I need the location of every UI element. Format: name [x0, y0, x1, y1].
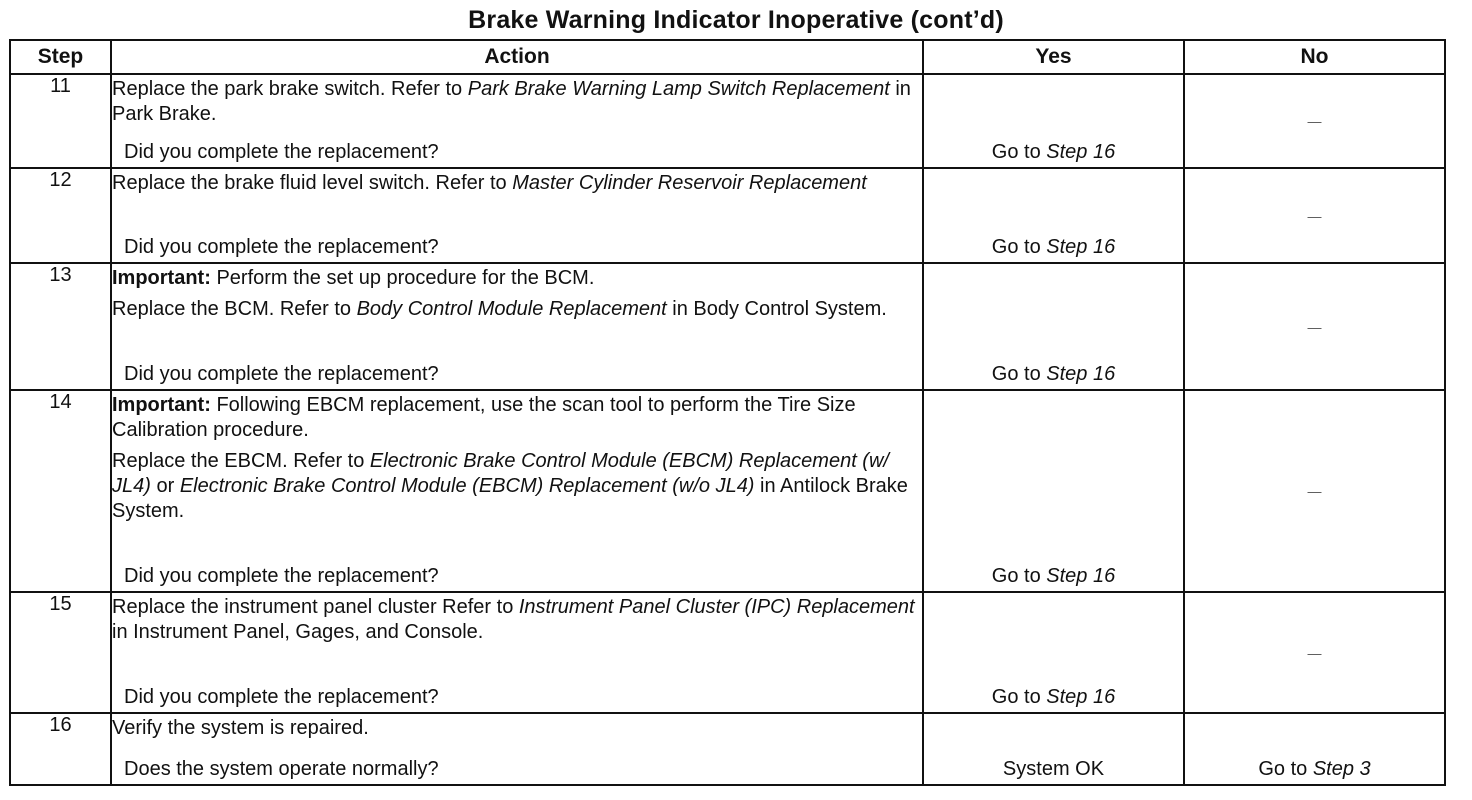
no-cell: [1184, 713, 1445, 785]
table-row: [10, 263, 1445, 390]
no-result-dash: —: [1307, 483, 1322, 499]
action-text-run: Park Brake Warning Lamp Switch Replacement: [467, 78, 890, 100]
no-cell: [1184, 168, 1445, 263]
step-number: 14: [10, 390, 111, 592]
action-paragraph: [112, 449, 922, 524]
yes-result: [924, 362, 1183, 386]
action-text-run: Replace the park brake switch. Refer to: [112, 78, 468, 100]
step-number: 15: [10, 592, 111, 713]
action-paragraph: [112, 297, 922, 322]
action-paragraph: [112, 716, 922, 741]
action-text-run: Replace the EBCM. Refer to: [112, 450, 370, 472]
yes-result: [924, 235, 1183, 259]
action-text-run: Following EBCM replacement, use the scan tool to perform the Tire Size Calibration procedure.: [112, 394, 856, 441]
step-number: 16: [10, 713, 111, 785]
table-row: [10, 713, 1445, 785]
yes-text-run: Step 16: [1046, 565, 1116, 587]
action-text-run: Master Cylinder Reservoir Replacement: [512, 172, 867, 194]
table-header-row: [10, 40, 1445, 74]
no-cell: [1184, 74, 1445, 168]
action-text-run: Electronic Brake Control Module (EBCM) Replacement (w/ JL4): [112, 450, 889, 497]
action-text-run: Body Control Module Replacement: [356, 298, 667, 320]
action-text-run: Important:: [112, 394, 211, 416]
step-number: 12: [10, 168, 111, 263]
no-cell: [1184, 390, 1445, 592]
no-result-dash: —: [1307, 207, 1322, 224]
table-row: [10, 592, 1445, 713]
action-cell: [111, 168, 923, 263]
table-row: [10, 390, 1445, 592]
action-text-run: in Park Brake.: [112, 78, 911, 125]
no-cell: [1184, 263, 1445, 390]
action-text-run: or: [150, 475, 180, 497]
yes-cell: [923, 263, 1184, 390]
action-text-run: in Antilock Brake System.: [112, 475, 908, 522]
yes-text-run: Go to: [991, 236, 1047, 258]
no-result-dash: —: [1307, 318, 1322, 335]
page-title: Brake Warning Indicator Inoperative (cont’d): [468, 6, 1004, 34]
yes-text-run: Go to: [991, 565, 1047, 587]
action-text-run: Instrument Panel Cluster (IPC) Replacement: [518, 596, 915, 618]
no-text-run: Go to: [1258, 758, 1313, 780]
action-cell: [111, 713, 923, 785]
header-step: Step: [10, 40, 111, 74]
action-text-run: Replace the BCM. Refer to: [112, 298, 357, 320]
yes-cell: [923, 74, 1184, 168]
yes-cell: [923, 168, 1184, 263]
table-row: [10, 74, 1445, 168]
action-text-run: Replace the brake fluid level switch. Refer to: [112, 172, 513, 194]
yes-text-run: Go to: [991, 141, 1047, 163]
yes-cell: [923, 592, 1184, 713]
yes-text-run: Step 16: [1046, 363, 1116, 385]
action-paragraph: [112, 393, 922, 443]
yes-text-run: Step 16: [1046, 141, 1116, 163]
action-text-run: Replace the instrument panel cluster Refer to: [112, 596, 519, 618]
yes-text-run: Go to: [991, 363, 1047, 385]
action-text-run: Important:: [112, 267, 211, 289]
action-cell: [111, 74, 923, 168]
action-text-run: Verify the system is repaired.: [112, 717, 369, 739]
action-cell: [111, 263, 923, 390]
yes-result: [924, 757, 1183, 781]
yes-text-run: Step 16: [1046, 686, 1116, 708]
diagnostic-table: [9, 39, 1446, 786]
yes-text-run: Step 16: [1046, 236, 1116, 258]
step-number: 11: [10, 74, 111, 168]
action-cell: [111, 390, 923, 592]
no-result-dash: —: [1307, 113, 1322, 129]
action-question: Does the system operate normally?: [124, 758, 439, 780]
table-body: [10, 74, 1445, 785]
action-question: Did you complete the replacement?: [124, 141, 439, 163]
action-question: Did you complete the replacement?: [124, 236, 439, 258]
action-question: Did you complete the replacement?: [124, 565, 439, 587]
header-yes: Yes: [923, 40, 1184, 74]
yes-result: [924, 685, 1183, 709]
yes-result: [924, 140, 1183, 164]
action-paragraph: [112, 266, 922, 291]
yes-cell: [923, 713, 1184, 785]
action-question: Did you complete the replacement?: [124, 363, 439, 385]
no-cell: [1184, 592, 1445, 713]
yes-cell: [923, 390, 1184, 592]
yes-text-run: Go to: [991, 686, 1047, 708]
step-number: 13: [10, 263, 111, 390]
table-row: [10, 168, 1445, 263]
yes-text-run: System OK: [1002, 758, 1105, 780]
action-paragraph: [112, 595, 922, 645]
action-cell: [111, 592, 923, 713]
no-result: [1185, 757, 1444, 781]
action-paragraph: [112, 77, 922, 127]
no-text-run: Step 3: [1312, 758, 1371, 780]
yes-result: [924, 564, 1183, 588]
action-question: Did you complete the replacement?: [124, 686, 439, 708]
action-text-run: Electronic Brake Control Module (EBCM) Replacement (w/o JL4): [179, 475, 755, 497]
no-result-dash: —: [1307, 644, 1322, 661]
action-text-run: Perform the set up procedure for the BCM.: [210, 267, 595, 289]
action-text-run: in Body Control System.: [666, 298, 887, 320]
header-no: No: [1184, 40, 1445, 74]
action-text-run: in Instrument Panel, Gages, and Console.: [112, 621, 484, 643]
header-action: Action: [111, 40, 923, 74]
action-paragraph: [112, 171, 922, 196]
